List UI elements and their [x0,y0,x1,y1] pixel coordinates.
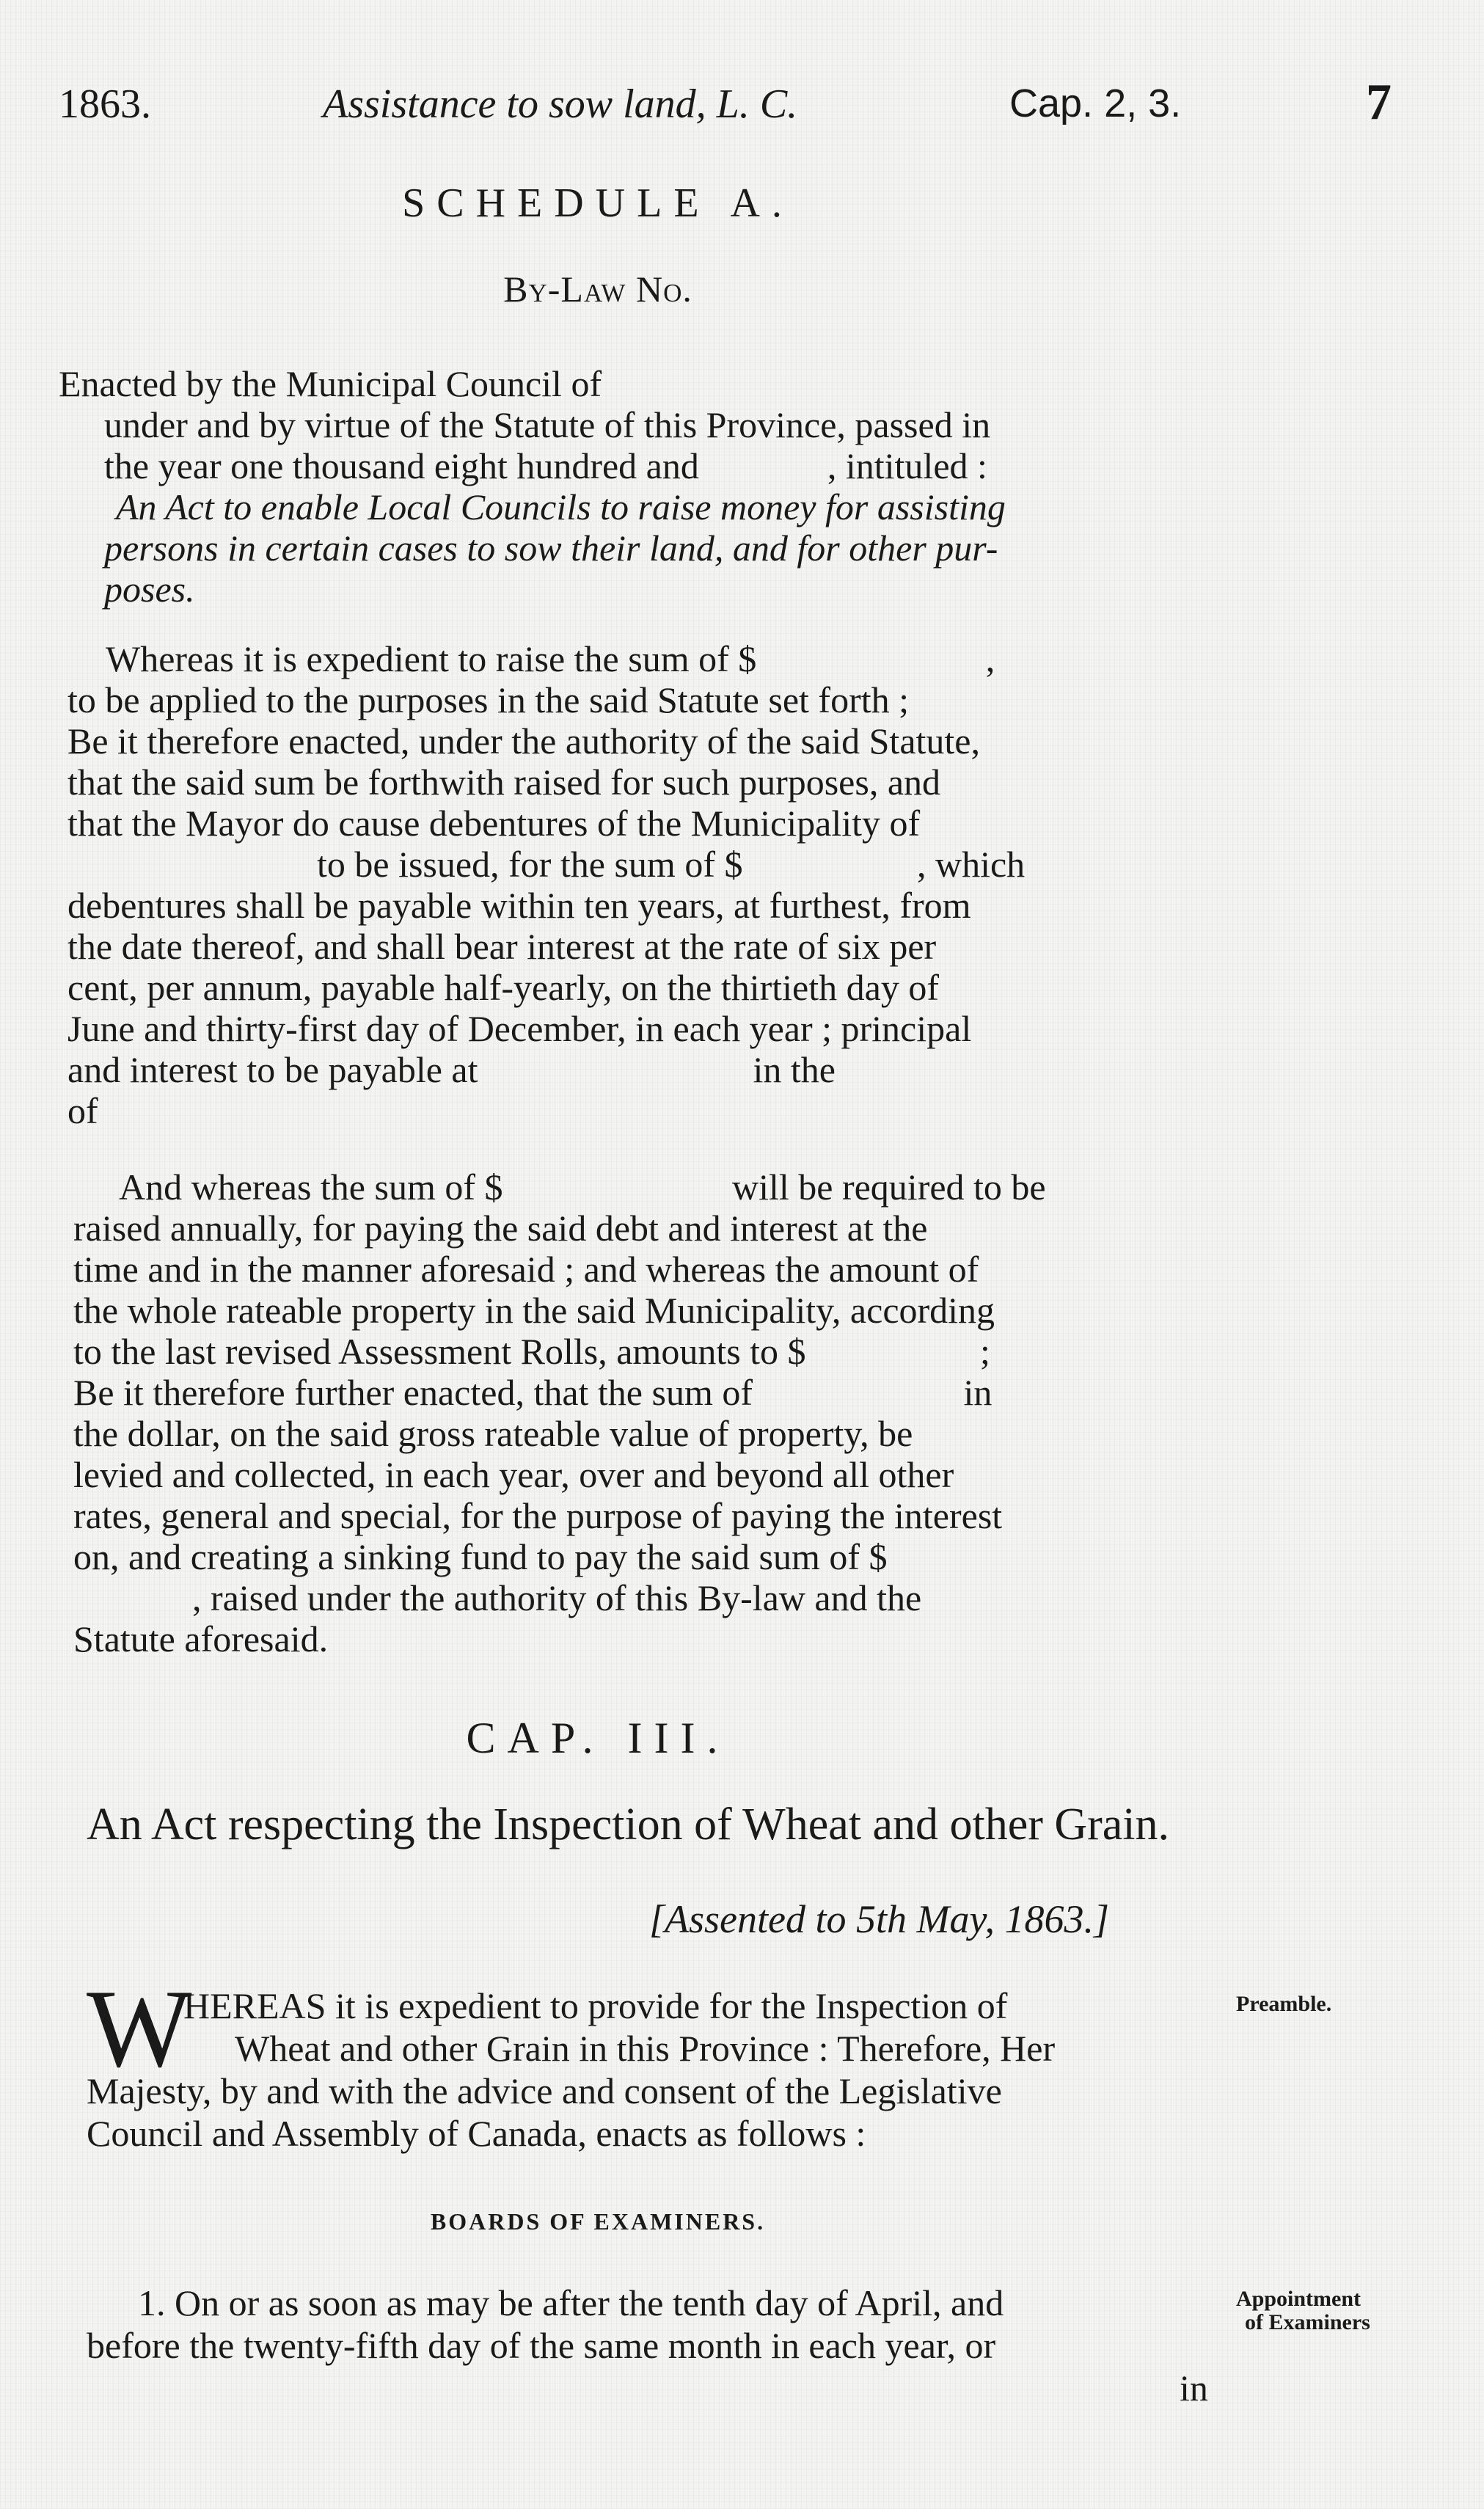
margin-note-line: of Examiners [1245,2310,1370,2334]
andwhereas-line: time and in the manner aforesaid ; and whereas the amount of [73,1249,979,1290]
section-line: in [1180,2367,1208,2408]
enacted-line: the year one thousand eight hundred and , intituled : [104,445,987,486]
andwhereas-line: Be it therefore further enacted, that the sum of in [73,1372,993,1413]
whereas-line: debentures shall be payable within ten years, at furthest, from [67,885,971,926]
whereas-line: that the Mayor do cause debentures of the Municipality of [67,803,921,844]
section-heading: BOARDS OF EXAMINERS. [430,2208,766,2235]
enacted-paragraph [59,363,1006,610]
margin-note-preamble: Preamble. [1236,1992,1332,2016]
bylaw-heading: By-Law No. [503,269,692,310]
margin-note-appointment [1236,2287,1370,2334]
enacted-italic-line: poses. [104,569,195,610]
chapter-heading: CAP. III. [466,1714,730,1762]
andwhereas-line: the whole rateable property in the said Municipality, according [73,1290,995,1331]
page-number: 7 [1366,74,1392,131]
preamble-lines [87,2070,1002,2155]
drop-cap: W [87,1967,192,2090]
section-line: 1. On or as soon as may be after the tenth day of April, and [138,2282,1004,2323]
margin-note-line: Appointment [1236,2287,1361,2311]
enacted-line: under and by virtue of the Statute of this Province, passed in [104,404,991,445]
section-line: before the twenty-fifth day of the same month in each year, or [87,2325,996,2366]
enacted-italic-line: An Act to enable Local Councils to raise money for assisting [116,486,1006,527]
header-running-title: Assistance to sow land, L. C. [323,81,798,127]
andwhereas-line: on, and creating a sinking fund to pay the said sum of $ [73,1536,888,1577]
whereas-paragraph [67,638,1025,1131]
section-1 [87,2282,1208,2409]
enacted-line: Enacted by the Municipal Council of [59,363,602,404]
preamble-line: Wheat and other Grain in this Province : Therefore, Her [235,2028,1056,2069]
preamble-lines-indented [183,1984,1055,2070]
enacted-italic-line: persons in certain cases to sow their land, and for other pur- [104,527,998,569]
whereas-line: to be issued, for the sum of $ , which [317,844,1026,885]
preamble-line: Council and Assembly of Canada, enacts as follows : [87,2113,866,2154]
whereas-line: Be it therefore enacted, under the authority of the said Statute, [67,720,980,762]
whereas-line: the date thereof, and shall bear interest at the rate of six per [67,926,937,967]
assented-date: [Assented to 5th May, 1863.] [649,1897,1109,1941]
whereas-line: to be applied to the purposes in the said Statute set forth ; [67,679,909,720]
and-whereas-paragraph [73,1166,1046,1659]
act-title: An Act respecting the Inspection of Wheat and other Grain. [87,1800,1170,1849]
andwhereas-line: the dollar, on the said gross rateable value of property, be [73,1413,913,1454]
andwhereas-line: Statute aforesaid. [73,1618,329,1659]
whereas-line: that the said sum be forthwith raised for such purposes, and [67,762,941,803]
andwhereas-line: And whereas the sum of $ will be required to be [119,1166,1046,1208]
andwhereas-line: rates, general and special, for the purpose of paying the interest [73,1495,1003,1536]
andwhereas-line: , raised under the authority of this By-law and the [192,1577,922,1618]
whereas-line: and interest to be payable at in the [67,1049,836,1090]
whereas-line: cent, per annum, payable half-yearly, on the thirtieth day of [67,967,939,1008]
whereas-line: June and thirty-first day of December, in each year ; principal [67,1008,972,1049]
whereas-line: of [67,1090,98,1131]
andwhereas-line: raised annually, for paying the said debt and interest at the [73,1208,928,1249]
preamble-line: HEREAS it is expedient to provide for the Inspection of [183,1985,1008,2026]
preamble-line: Majesty, by and with the advice and consent of the Legislative [87,2070,1002,2111]
whereas-line: Whereas it is expedient to raise the sum of $ , [106,638,995,679]
header-chapter-ref: Cap. 2, 3. [1009,81,1182,125]
andwhereas-line: to the last revised Assessment Rolls, amounts to $ ; [73,1331,990,1372]
schedule-heading: SCHEDULE A. [402,180,794,226]
andwhereas-line: levied and collected, in each year, over and beyond all other [73,1454,954,1495]
header-year: 1863. [59,81,151,127]
